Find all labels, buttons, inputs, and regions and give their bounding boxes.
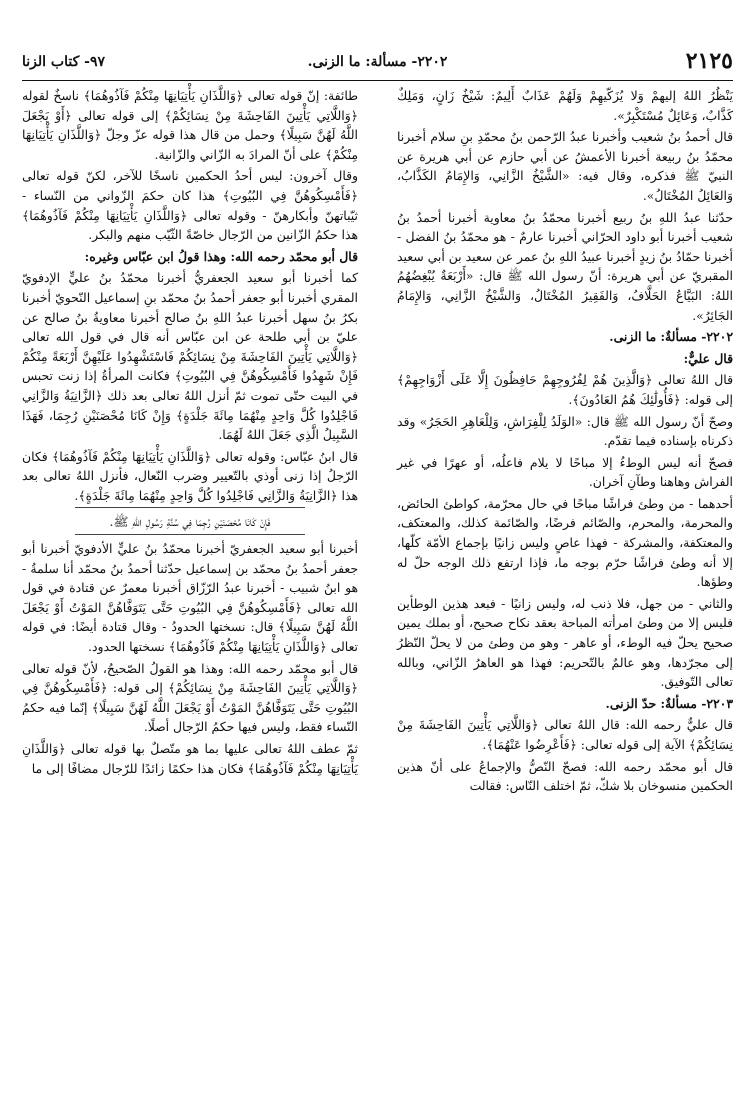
paragraph: والثاني - من جهل، فلا ذنب له، وليس زانيًا - فبعد هذين الوطأين فليس إلا من وطئ امرأته المباحة بعقد نكاح صحيح، أو بملك يمين صحيح يحلّ فيه الوطء، أو عاهر - وهو من وطئ من لا يحلّ النّظرُ إلى مجرّدها، وهو عالمٌ بالتّحريم: فهذا هو العاهرُ الزّاني، وبالله تعالى التّوفيق. xyxy=(397,595,733,690)
divider xyxy=(75,507,305,508)
header-divider xyxy=(22,80,733,81)
divider xyxy=(75,534,305,535)
paragraph: قال أبو محمّد رحمه الله: فصحّ النّصُّ والإجماعُ على أنّ هذين الحكمين منسوخان بلا شكّ، ثمّ اختلف النّاس: فقالت xyxy=(397,758,733,794)
paragraph: وقال آخرون: ليس أحدُ الحكمين ناسخًا للآخر، لكنّ قوله تعالى ﴿فَأَمْسِكُوهُنَّ فِي البُيُوتِ﴾ هذا كان حكمَ الزّواني من النّساء - ثيّباتهنّ وأبكارهنّ - وقوله تعالى ﴿وَاللَّذَانِ يَأْتِيَانِهَا مِنْكُمْ فَآذُوهُمَا﴾ هذا حكمُ الزّانين من الرّجال خاصّةً الثّيّب منهم والبكر. xyxy=(22,168,358,243)
book-title: ٩٧- كتاب الزنا xyxy=(22,54,105,70)
page-number: ٢١٢٥ xyxy=(685,48,733,74)
paragraph: أحدهما - من وطئ فراشًا مباحًا في حال محرّمة، كواطئ الحائض، والمحرمة، والمحرم، والصّائم فرضًا، والصّائمة كذلك، والمعتكف، والمعتكفة، والمشركة - فهذا عاصٍ وليس زانيًا بإجماع الأمّة كلّها، إلا أنه وطئ فراشًا حرّم بوجه ما، فإذا ارتفع ذلك الوجه حلّ له وطؤها. xyxy=(397,495,733,590)
paragraph: فصحّ أنه ليس الوطءُ إلا مباحًا لا يلام فاعلُه، أو عهرًا في غير الفراش وهاهنا وطآنِ آخران. xyxy=(397,454,733,490)
paragraph: قال عليٌّ: xyxy=(683,350,733,366)
issue-heading: ٢٢٠٢- مسألةٌ: ما الزنى. xyxy=(609,329,733,345)
paragraph: قال أحمدُ بنُ شعيب وأخبرنا عبدُ الرّحمن بنُ محمّدِ بنِ سلام أخبرنا محمّدُ بنُ ربيعة أخبرنا الأعمشُ عن أبي حازم عن أبي هريرة عن النبيّ ﷺ فذكره، وقال فيه: «الشَّيْخُ الزَّانِي، وَالإِمَامُ الكَذَّابُ، وَالعَائِلُ المُخْتَالُ». xyxy=(397,129,733,203)
paragraph: طائفة: إنّ قوله تعالى ﴿وَاللَّذَانِ يَأْتِيَانِهَا مِنْكُمْ فَآذُوهُمَا﴾ ناسخٌ لقوله ﴿وَاللَّاتِي يَأْتِينَ الفَاحِشَةَ مِنْ نِسَائِكُمْ﴾ إلى قوله تعالى ﴿أَوْ يَجْعَلَ اللَّهُ لَهُنَّ سَبِيلًا﴾ وحمل من قال هذا قوله عزّ وجلّ ﴿وَاللَّذَانِ يَأْتِيَانِهَا مِنْكُمْ﴾ على أنّ المرادَ به الزّاني والزّانية. xyxy=(22,88,358,162)
paragraph: قال ابنُ عبّاس: وقوله تعالى ﴿وَاللَّذَانِ يَأْتِيَانِهَا مِنْكُمْ فَآذُوهُمَا﴾ فكان الرّجلُ إذا زنى أوذي بالتّعيير وضرب النّعال، فأنزل اللهُ تعالى بعد هذا ﴿الزَّانِيَةُ وَالزَّانِي فَاجْلِدُوا كُلَّ وَاحِدٍ مِنْهُمَا مِائَةَ جَلْدَةٍ﴾. xyxy=(22,448,358,503)
left-column xyxy=(22,86,358,780)
paragraph: قال أبو محمّد رحمه الله: وهذا قولُ ابن عبّاس وغيره: xyxy=(84,248,358,264)
right-column xyxy=(397,86,733,798)
section-title: ٢٢٠٢- مسألة: ما الزنى. xyxy=(307,54,448,70)
paragraph: قال اللهُ تعالى ﴿وَالَّذِينَ هُمْ لِفُرُوجِهِمْ حَافِظُونَ إِلَّا عَلَى أَزْوَاجِهِمْ﴾ إلى قوله: ﴿فَأُولَٰئِكَ هُمُ العَادُونَ﴾. xyxy=(397,372,733,407)
paragraph: ثمّ عطف اللهُ تعالى عليها بما هو متّصلٌ بها قوله تعالى ﴿وَاللَّذَانِ يَأْتِيَانِهَا مِنْكُمْ فَآذُوهُمَا﴾ فكان هذا حكمًا زائدًا للرّجال مضافًا إلى ما xyxy=(22,741,358,776)
issue-heading: ٢٢٠٣- مسألةٌ: حدّ الزنى. xyxy=(605,695,733,711)
paragraph: يَنْظُرُ اللهُ إليهمْ وَلا يُزَكّيهِمْ وَلَهُمْ عَذَابٌ أَلِيمٌ: شَيْخٌ زَانٍ، وَمَلِكٌ كَذَّابٌ، وَعَائِلٌ مُسْتَكْبِرٌ». xyxy=(397,88,733,123)
page-header xyxy=(22,50,733,80)
paragraph: كما أخبرنا أبو سعيد الجعفريُّ أخبرنا محمّدُ بنُ عليٍّ الإدفويّ المقري أخبرنا أبو جعفر أحمدُ بنُ محمّد بنِ إسماعيل النّحويّ أخبرنا بكرُ بنُ سهل أخبرنا عبدُ اللهِ بنُ صالح أخبرنا معاويةُ بنُ صالح عن عليّ بن أبي طلحة عن ابن عبّاس أنه قال في قول الله تعالى ﴿وَاللَّاتِي يَأْتِينَ الفَاحِشَةَ مِنْ نِسَائِكُمْ فَاسْتَشْهِدُوا عَلَيْهِنَّ أَرْبَعَةً مِنْكُمْ فَإِنْ شَهِدُوا فَأَمْسِكُوهُنَّ فِي البُيُوتِ﴾ فكانت المرأةُ إذا زنت تحبس في البيت حتّى تموت ثمّ أنزل اللهُ تعالى بعد ذلك ﴿الزَّانِيَةُ وَالزَّانِي فَاجْلِدُوا كُلَّ وَاحِدٍ مِنْهُمَا مِائَةَ جَلْدَةٍ﴾ وَإِنْ كَانَا مُحْصَنَيْنِ رُجِمَا، فَهَذَا السَّبِيلُ الَّذِي جَعَلَ اللهُ لَهُمَا. xyxy=(22,270,358,443)
paragraph: فَإِنْ كَانَا مُحْصَنَيْنِ رُجِمَا فِي سُنَّةِ رَسُولِ اللهِ ﷺ. xyxy=(109,514,271,530)
paragraph: أخبرنا أبو سعيد الجعفريّ أخبرنا محمّدُ بنُ عليٍّ الأدفويّ أخبرنا أبو جعفر أحمدُ بنُ محمّد بن إسماعيل حدّثنا أحمدُ بنُ محمّد أنا سلمةُ - هو ابنُ شبيب - أخبرنا عبدُ الرّزّاق أخبرنا معمرٌ عن قتادة في قول الله تعالى ﴿فَأَمْسِكُوهُنَّ فِي البُيُوتِ حَتَّى يَتَوَفَّاهُنَّ المَوْتُ أَوْ يَجْعَلَ اللَّهُ لَهُنَّ سَبِيلًا﴾ قال: نسختها الحدودُ - وقال قتادة أيضًا: في قوله تعالى ﴿وَاللَّذَانِ يَأْتِيَانِهَا مِنْكُمْ فَآذُوهُمَا﴾ نسختها الحدود. xyxy=(22,541,358,655)
paragraph: قال عليٌّ رحمه الله: قال اللهُ تعالى ﴿وَاللَّاتِي يَأْتِينَ الفَاحِشَةَ مِنْ نِسَائِكُمْ﴾ الآية إلى قوله تعالى: ﴿فَأَعْرِضُوا عَنْهُمَا﴾. xyxy=(397,717,733,752)
paragraph: قال أبو محمّد رحمه الله: وهذا هو القولُ الصّحيحُ، لأنّ قوله تعالى ﴿وَاللَّاتِي يَأْتِينَ الفَاحِشَةَ مِنْ نِسَائِكُمْ﴾ إلى قوله: ﴿فَأَمْسِكُوهُنَّ فِي البُيُوتِ حَتَّى يَتَوَفَّاهُنَّ المَوْتُ أَوْ يَجْعَلَ اللَّهُ لَهُنَّ سَبِيلًا﴾ إنّما فيه حكمُ النّساء فقط، وليس فيها حكمُ الرّجال أصلًا. xyxy=(22,660,358,735)
paragraph: وصحّ أنّ رسول الله ﷺ قال: «الوَلَدُ لِلْفِرَاشِ، وَلِلْعَاهِرِ الحَجَرُ» وقد ذكرناه بإسناده فيما تقدّم. xyxy=(397,413,733,449)
paragraph: حدّثنا عبدُ اللهِ بنُ ربيع أخبرنا محمّدُ بنُ معاوية أخبرنا أحمدُ بنُ شعيب أخبرنا أبو داود الحرّاني أخبرنا عارمٌ - هو محمّدُ بنُ الفضل - أخبرنا حمّادُ بنُ زيدٍ أخبرنا عبيدُ اللهِ بنُ عمر عن سعيد بن أبي سعيد المقبريّ عن أبي هريرة: أنّ رسول الله ﷺ قال: «أَرْبَعَةٌ يُبْغِضُهُمُ اللهُ: البَيَّاعُ الحَلَّافُ، وَالفَقِيرُ المُخْتَالُ، وَالشَّيْخُ الزَّانِي، وَالإِمَامُ الجَائِرُ». xyxy=(397,209,733,323)
